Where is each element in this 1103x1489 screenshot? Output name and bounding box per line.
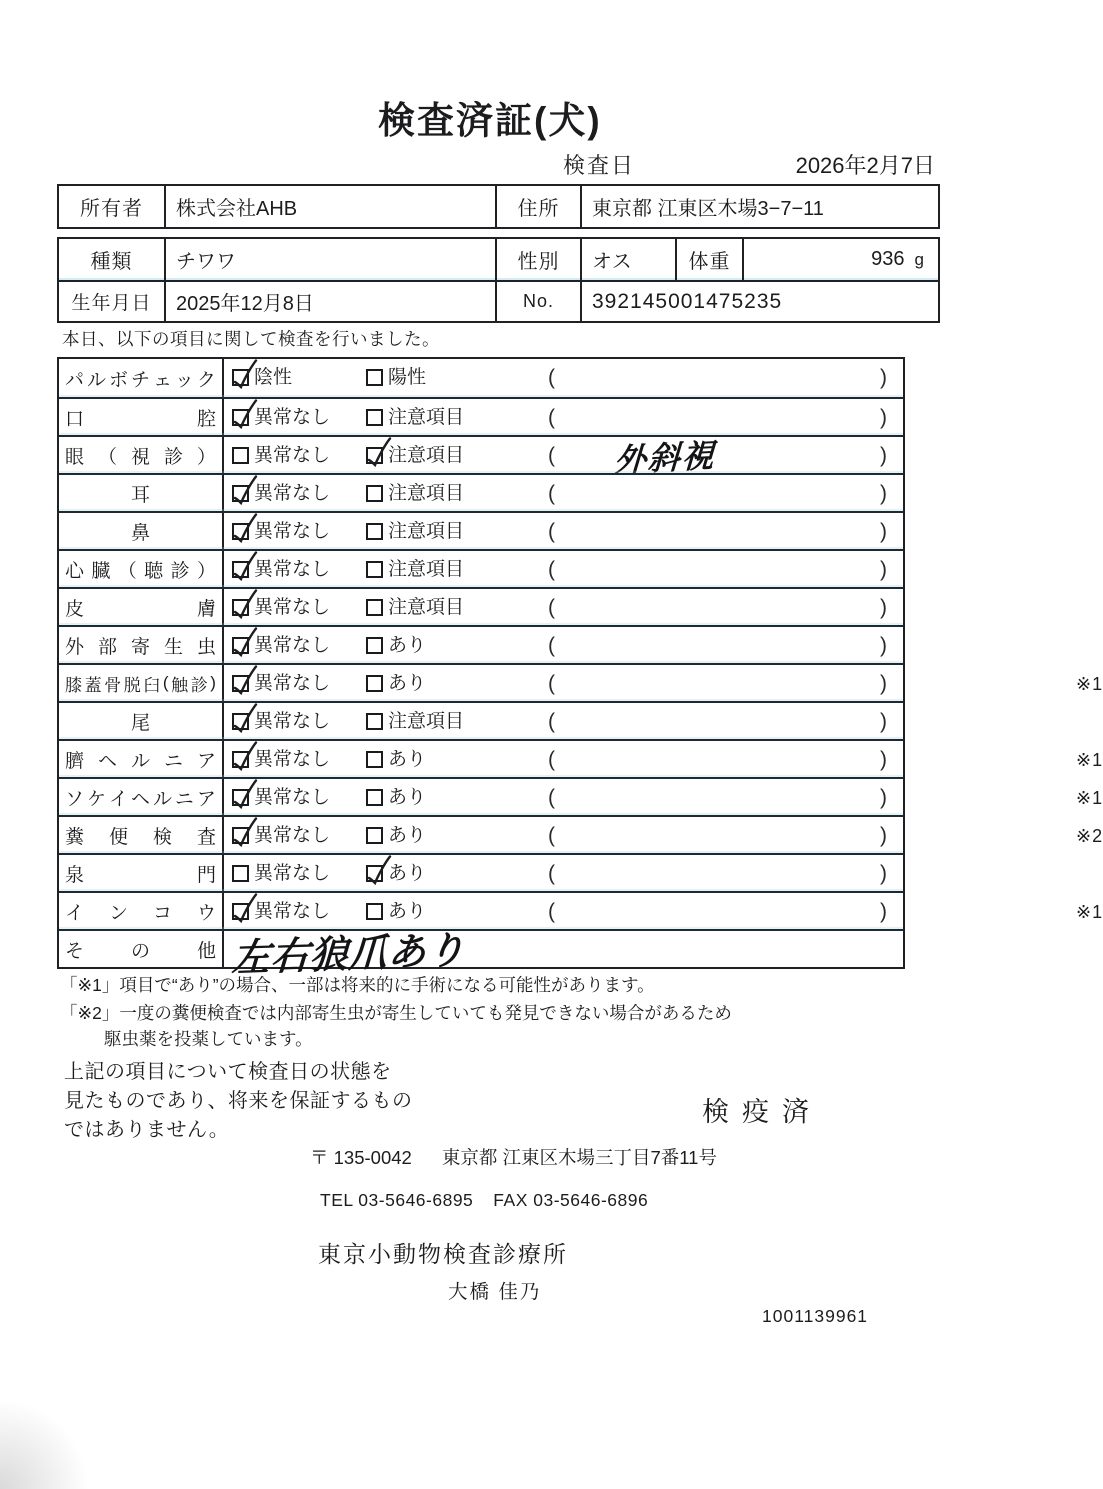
label-char: ニ [163,750,183,772]
checkbox-option-1-checked [232,409,249,426]
label-char: 腔 [196,408,216,430]
checkbox-option-1-checked [232,789,249,806]
weight-number: 936 [871,248,905,270]
item-label [59,551,224,587]
option-2-label: あり [388,787,427,808]
label-char: 膚 [196,598,216,620]
owner-address-label: 住所 [495,186,580,227]
label-char: ヘ [130,788,150,810]
label-char: 臍 [65,750,85,772]
option-1-label: 異常なし [254,749,331,770]
inspection-row [59,397,903,435]
label-char: ケ [86,788,106,810]
species-value: チワワ [164,239,495,280]
item-label [59,741,224,777]
pet-row-2 [59,280,938,321]
paren-close: ) [880,824,887,847]
label-char: ） [196,560,216,582]
item-label [59,627,224,663]
checkbox-option-2 [366,789,383,806]
item-label [59,779,224,815]
checkbox-option-1-checked [232,751,249,768]
checkbox-option-1-checked [232,523,249,540]
checkbox-option-1 [232,865,249,882]
item-label [59,399,224,435]
label-char: 心 [65,560,85,582]
fax-number: FAX 03-5646-6896 [493,1190,649,1210]
checkbox-option-2 [366,409,383,426]
footnote-mark: ※1 [1076,788,1103,808]
label-char: （ [117,560,137,582]
disclaimer [64,1058,413,1145]
inspection-date-value: 2026年2月7日 [795,153,935,178]
paren-close: ) [880,520,887,543]
item-label [59,437,224,473]
item-label [59,665,224,701]
item-options [224,926,903,981]
label-char: ア [196,788,216,810]
label-char: ソ [65,788,85,810]
paren-open: ( [548,862,555,885]
item-label: 耳 [59,475,224,511]
checkbox-option-1-checked [232,675,249,692]
scan-smudge [0,1399,90,1489]
option-2-label: あり [388,901,427,922]
option-1-label: 異常なし [254,901,331,922]
option-1-label: 異常なし [254,559,331,580]
page-title: 検査済証(犬) [378,100,602,141]
inspection-row [59,891,1103,929]
label-char: 外 [65,636,85,658]
item-options [224,779,1103,815]
option-2-label: 注意項目 [388,521,465,542]
handwritten-note: 外斜視 [612,436,717,480]
label-char: ル [130,750,150,772]
label-char: そ [65,940,85,962]
disclaimer-line-1: 上記の項目について検査日の状態を [64,1061,392,1083]
checkbox-option-1-checked [232,561,249,578]
item-options [224,359,903,397]
label-char: 診 [170,560,190,582]
species-label: 種類 [90,251,133,273]
label-char: コ [152,902,172,924]
inspection-row [59,473,903,511]
option-2-label: 注意項目 [388,711,465,732]
checkbox-option-2 [366,675,383,692]
label-char: 便 [108,826,128,848]
owner-row [59,186,938,227]
inspection-row [59,549,903,587]
option-2-label: 注意項目 [388,445,465,466]
weight-unit: g [914,249,924,269]
option-2-label: あり [388,635,427,656]
inspection-row [59,587,903,625]
paren-open: ( [548,710,555,733]
footnote-1: 「※1」項目で“あり”の場合、一部は将来的に手術になる可能性があります。 [60,975,655,995]
item-label [59,589,224,625]
label-char: 寄 [130,636,150,658]
option-1-label: 異常なし [254,521,331,542]
birth-label: 生年月日 [71,293,152,314]
paren-open: ( [548,748,555,771]
label-char: 生 [163,636,183,658]
inspection-row [59,926,903,981]
checkbox-option-1-checked [232,599,249,616]
label-char: 他 [196,940,216,962]
label-char: ン [108,902,128,924]
checkbox-option-1-checked [232,485,249,502]
label-char: ル [86,369,106,391]
option-2-label: 注意項目 [388,597,465,618]
option-1-label: 異常なし [254,825,331,846]
sex-value: オス [580,239,675,280]
item-label: 尾 [59,703,224,739]
paren-open: ( [548,444,555,467]
label-char: ボ [108,369,128,391]
item-label [59,817,224,853]
label-char: 膝 [65,675,82,695]
paren-close: ) [880,672,887,695]
option-2-label: 注意項目 [388,559,465,580]
owner-address: 東京都 江東区木場3−7−11 [580,186,938,227]
inspection-row [59,511,903,549]
item-label [59,359,224,397]
label-char: ) [210,673,216,692]
label-char: 糞 [65,826,85,848]
option-1-label: 陰性 [254,367,293,388]
pet-row-1 [59,239,938,280]
owner-label: 所有者 [80,198,143,220]
label-char: 脱 [123,675,141,695]
checkbox-option-2-checked [366,865,383,882]
intro-sentence: 本日、以下の項目に関して検査を行いました。 [62,329,440,349]
label-char: ア [196,750,216,772]
inspection-row [59,815,1103,853]
paren-open: ( [548,596,555,619]
checkbox-option-1-checked [232,827,249,844]
paren-close: ) [880,900,887,923]
checkbox-option-2 [366,827,383,844]
disclaimer-line-2: 見たものであり、将来を保証するもの [64,1090,413,1112]
option-2-label: あり [388,863,427,884]
checkbox-option-2 [366,599,383,616]
clinic-address: 東京都 江東区木場三丁目7番11号 [441,1147,717,1168]
quarantine-stamp: 検疫済 [702,1097,822,1127]
paren-close: ) [880,786,887,809]
inspection-row [59,701,903,739]
label-char: ( [162,673,169,692]
inspection-row [59,663,1103,701]
tel-number: TEL 03-5646-6895 [320,1190,474,1210]
option-1-label: 異常なし [254,445,331,466]
label-char: ウ [196,902,216,924]
label-char: 口 [65,408,85,430]
paren-open: ( [548,786,555,809]
no-value: 392145001475235 [580,282,938,321]
weight-label: 体重 [675,239,742,280]
checkbox-option-1 [232,447,249,464]
option-1-label: 異常なし [254,407,331,428]
checkbox-option-1-checked [232,369,249,386]
item-options [224,627,903,663]
item-options [224,589,903,625]
postal-code: 〒 135-0042 [310,1147,412,1168]
paren-open: ( [548,900,555,923]
option-1-label: 異常なし [254,711,331,732]
item-options [224,436,903,480]
paren-close: ) [880,862,887,885]
option-2-label: 注意項目 [388,483,465,504]
option-1-label: 異常なし [254,597,331,618]
label-char: 聴 [144,560,164,582]
label-char: 臼 [143,675,161,695]
paren-close: ) [880,748,887,771]
paren-close: ) [880,596,887,619]
label-char: 視 [130,446,150,468]
label-char: 骨 [104,675,122,695]
option-2-label: あり [388,749,427,770]
label-char: パ [65,369,85,391]
label-char: 蓋 [84,675,102,695]
footnote-2-cont: 駆虫薬を投薬しています。 [104,1029,313,1049]
item-options [224,399,903,435]
option-2-label: 注意項目 [388,407,465,428]
paren-open: ( [548,672,555,695]
item-options [224,475,903,511]
checkbox-option-2 [366,485,383,502]
footnote-mark: ※1 [1076,674,1103,694]
label-char: ッ [174,369,194,391]
option-2-label: 陽性 [388,367,427,388]
label-char: 診 [163,446,183,468]
item-options [224,513,903,549]
handwritten-note: 左右狼爪あり [230,926,467,981]
item-options [224,817,1103,853]
label-char: 査 [196,826,216,848]
paren-open: ( [548,406,555,429]
weight-value [742,239,938,280]
pet-table [57,237,940,323]
label-char: 触 [171,675,189,695]
label-char: チ [130,369,150,391]
label-char: 泉 [65,864,85,886]
inspection-table [57,357,1103,981]
label-char: 眼 [65,446,85,468]
label-char: ） [196,446,216,468]
owner-name: 株式会社AHB [164,186,495,227]
item-label: 鼻 [59,513,224,549]
item-options [224,551,903,587]
label-char: 臓 [91,560,111,582]
label-char: の [130,940,150,962]
footnote-mark: ※2 [1076,826,1103,846]
option-2-label: あり [388,825,427,846]
item-label [59,931,224,967]
option-1-label: 異常なし [254,635,331,656]
checkbox-option-2 [366,523,383,540]
inspection-row [59,435,903,480]
paren-close: ) [880,444,887,467]
owner-table [57,184,940,229]
label-char: ル [152,788,172,810]
item-options [224,665,1103,701]
label-char: ェ [152,369,172,391]
footnote-mark: ※1 [1076,902,1103,922]
checkbox-option-1-checked [232,903,249,920]
clinic-phone-line [320,1190,648,1211]
option-1-label: 異常なし [254,863,331,884]
paren-close: ) [880,366,887,389]
sex-label: 性別 [495,239,580,280]
label-char: 皮 [65,598,85,620]
checkbox-option-1-checked [232,637,249,654]
serial-number: 1001139961 [762,1306,869,1326]
checkbox-option-2 [366,369,383,386]
label-char: イ [65,902,85,924]
option-1-label: 異常なし [254,673,331,694]
paren-open: ( [548,824,555,847]
item-options [224,855,903,891]
inspection-row [59,739,1103,777]
item-options [224,741,1103,777]
disclaimer-line-3: ではありません。 [64,1119,230,1141]
label-char: イ [108,788,128,810]
label-char: ク [196,369,216,391]
footnote-mark: ※1 [1076,750,1103,770]
label-char: ニ [174,788,194,810]
checkbox-option-2 [366,637,383,654]
option-1-label: 異常なし [254,483,331,504]
checkbox-option-1-checked [232,713,249,730]
paren-open: ( [548,520,555,543]
label-char: 虫 [196,636,216,658]
paren-close: ) [880,634,887,657]
inspection-row [59,777,1103,815]
no-label: No. [495,282,580,321]
label-char: （ [97,446,117,468]
option-2-label: あり [388,673,427,694]
item-label [59,855,224,891]
paren-close: ) [880,482,887,505]
footnote-2: 「※2」一度の糞便検査では内部寄生虫が寄生していても発見できない場合があるため [60,1003,732,1023]
inspection-row [59,625,903,663]
paren-open: ( [548,482,555,505]
clinic-address-line [310,1144,717,1170]
inspection-row [59,359,903,397]
checkbox-option-2 [366,903,383,920]
paren-close: ) [880,558,887,581]
item-options [224,703,903,739]
examiner-name: 大橋 佳乃 [448,1281,542,1303]
paren-close: ) [880,406,887,429]
label-char: 診 [190,675,208,695]
birth-value: 2025年12月8日 [164,282,495,321]
checkbox-option-2 [366,751,383,768]
label-char: 門 [196,864,216,886]
paren-open: ( [548,366,555,389]
checkbox-option-2-checked [366,447,383,464]
checkbox-option-2 [366,713,383,730]
label-char: 部 [97,636,117,658]
option-1-label: 異常なし [254,787,331,808]
clinic-name: 東京小動物検査診療所 [318,1241,568,1267]
item-label [59,893,224,929]
inspection-date-label: 検査日 [563,153,636,178]
paren-close: ) [880,710,887,733]
label-char: 検 [152,826,172,848]
paren-open: ( [548,558,555,581]
paren-open: ( [548,634,555,657]
inspection-row [59,853,903,891]
label-char: ヘ [97,750,117,772]
checkbox-option-2 [366,561,383,578]
